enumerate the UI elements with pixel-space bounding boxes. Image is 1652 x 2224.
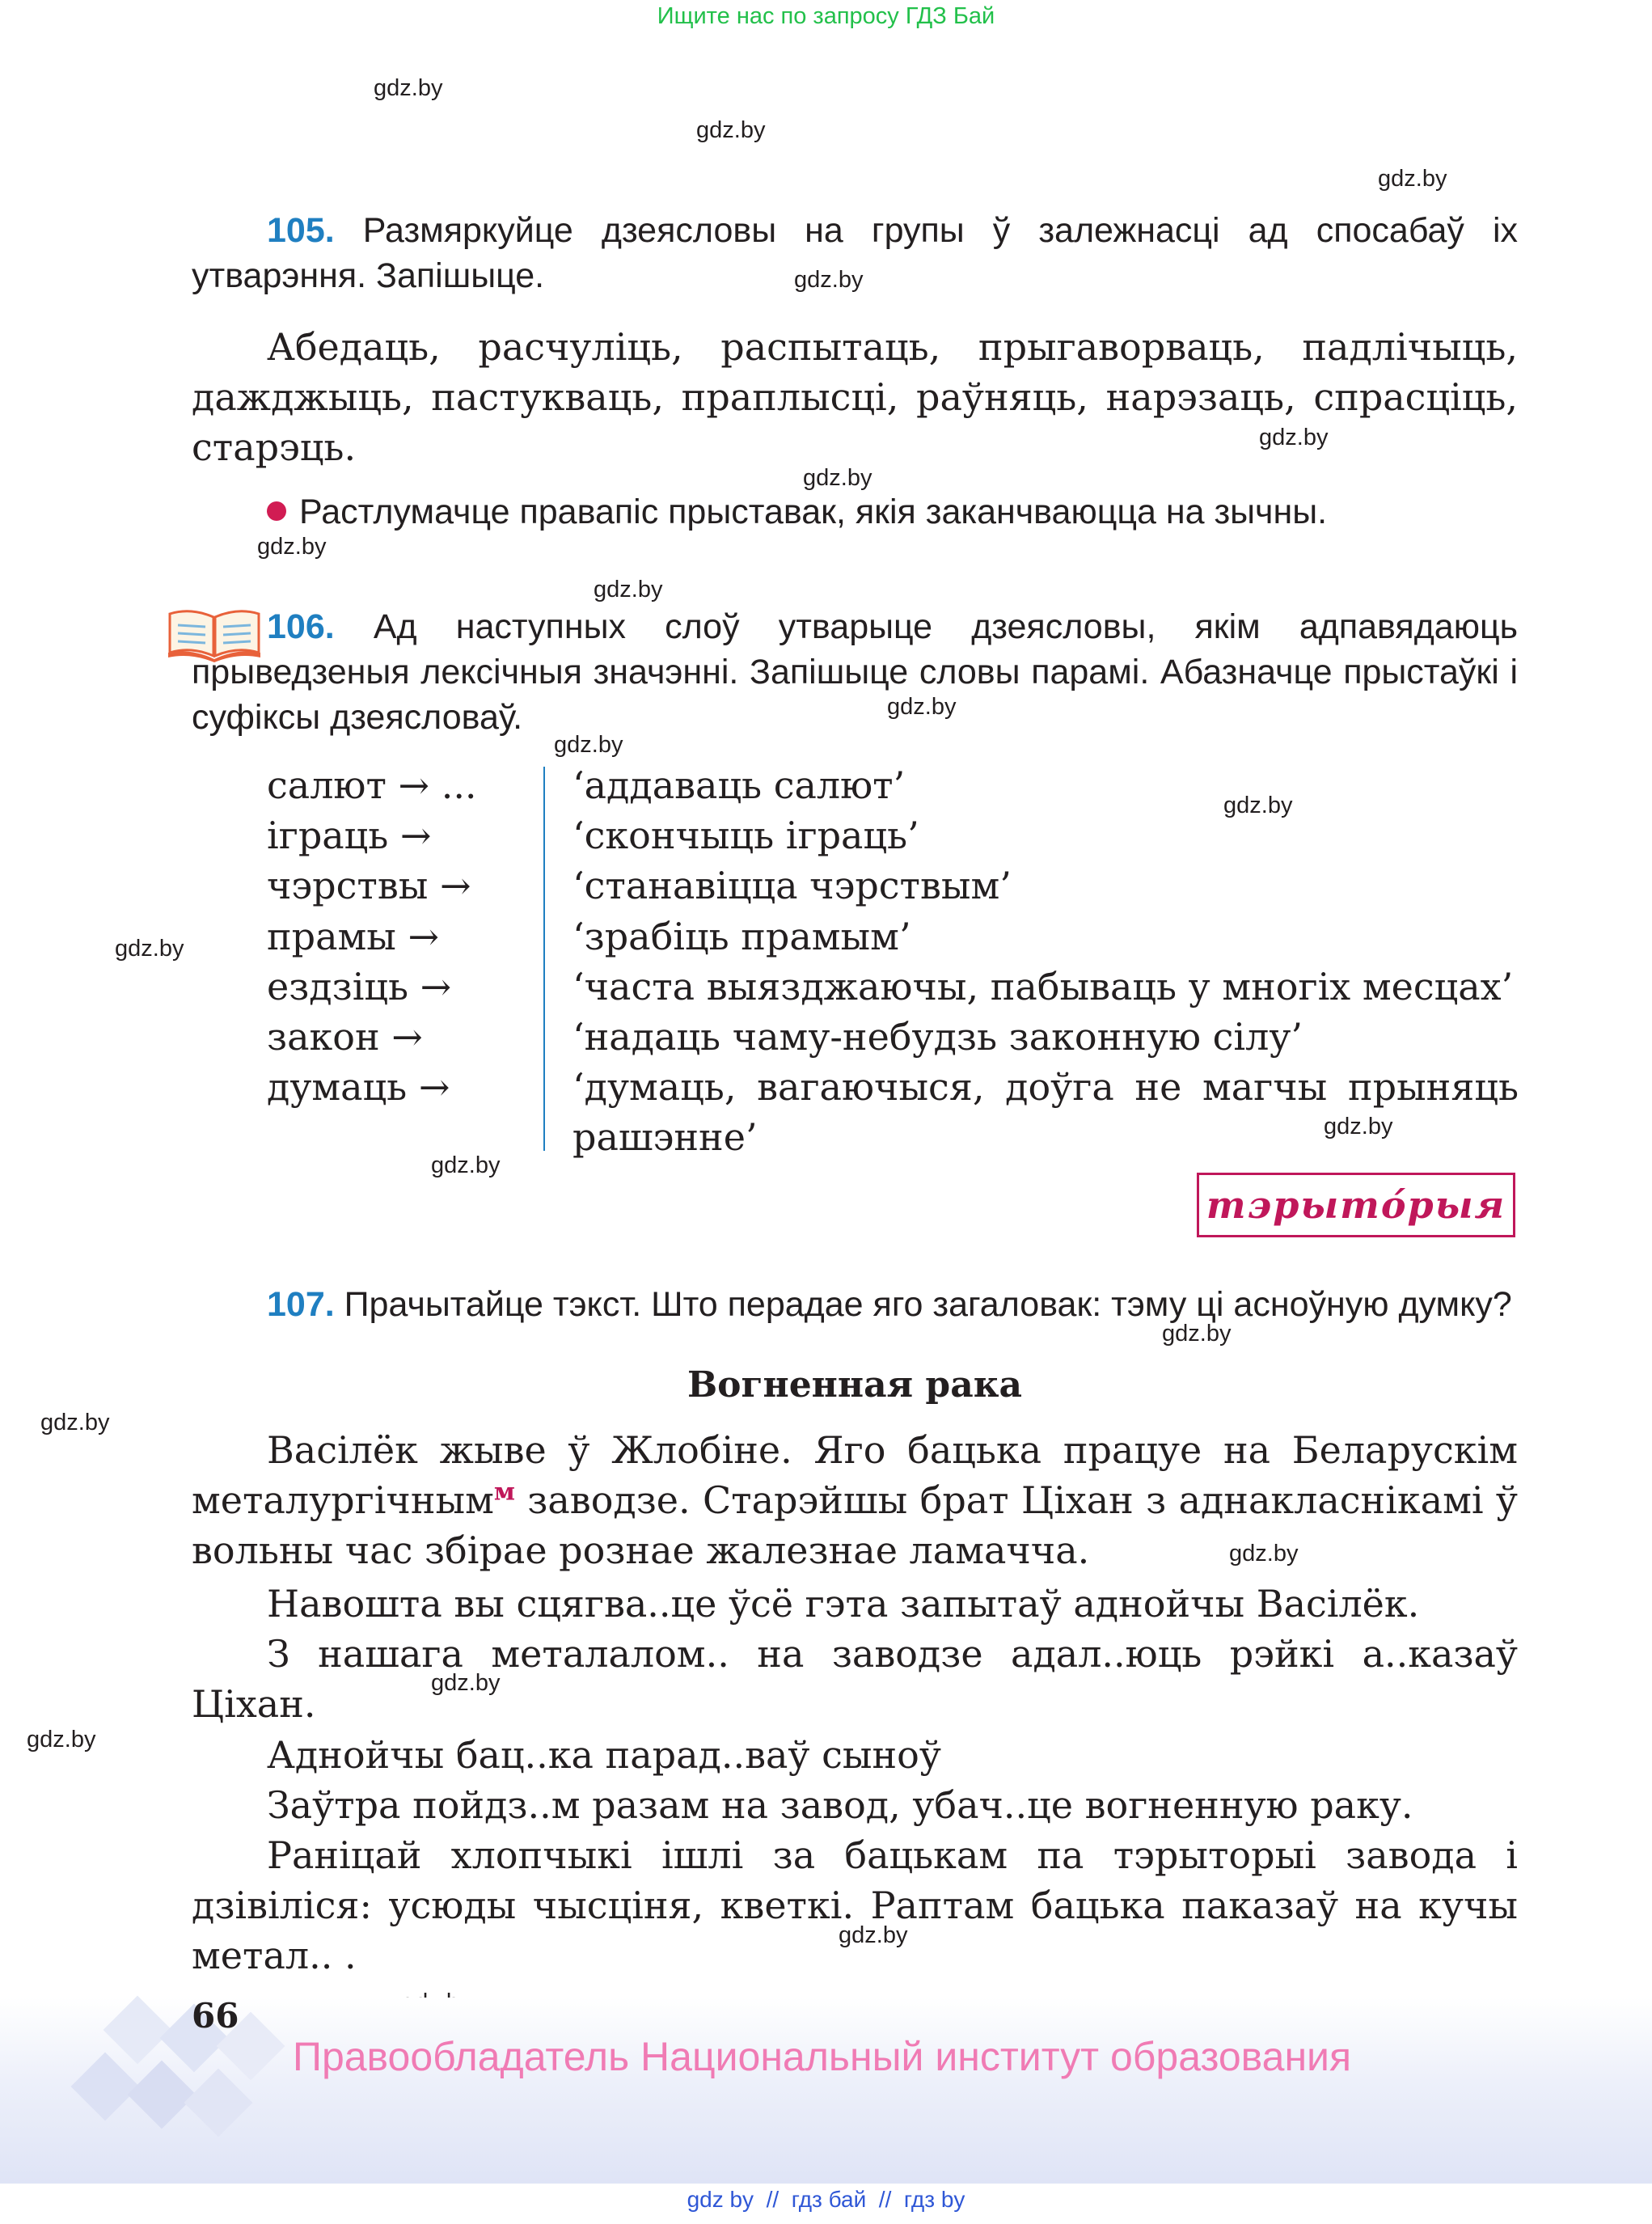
watermark: gdz.by bbox=[554, 732, 623, 758]
exercise-105-words: Абедаць, расчуліць, распытаць, прыгаворваць, падлічыць, дажджыць, пастукваць, праплысці, раўняць, нарэзаць, спрасціць, старэць. bbox=[192, 325, 1518, 469]
watermark: gdz.by bbox=[794, 267, 864, 293]
vocabulary-word: тэрыто́рыя bbox=[1206, 1183, 1506, 1227]
watermark: gdz.by bbox=[431, 1152, 501, 1178]
pairs-divider bbox=[543, 767, 545, 1151]
watermark: gdz.by bbox=[431, 1670, 501, 1696]
watermark: gdz.by bbox=[27, 1727, 96, 1753]
text-paragraph-4: Аднойчы бац..ка парад..ваў сыноў bbox=[267, 1733, 941, 1777]
watermark: gdz.by bbox=[374, 75, 443, 101]
watermark: gdz.by bbox=[839, 1922, 908, 1948]
exercise-106-text: Ад наступных слоў утварыце дзеясловы, якім адпавядаюць прыведзеныя лексічныя значэнні. Запішыце словы парамі. Абазначце прыстаўкі і суфіксы дзеясловаў. bbox=[192, 607, 1518, 737]
watermark: gdz.by bbox=[1223, 793, 1293, 818]
superscript-marker: м bbox=[493, 1478, 515, 1507]
watermark: gdz.by bbox=[1229, 1541, 1299, 1567]
watermark: gdz.by bbox=[40, 1410, 110, 1435]
exercise-105-note-text: Растлумачце правапіс прыставак, якія заканчваюцца на зычны. bbox=[299, 493, 1328, 531]
pair-right: ‘станавіцца чэрствым’ bbox=[572, 864, 1012, 907]
copyright-notice: Правообладатель Национальный институт образования bbox=[293, 2034, 1352, 2079]
pair-right: ‘часта выязджаючы, пабываць у многіх месцах’ bbox=[572, 965, 1514, 1008]
watermark: gdz.by bbox=[257, 534, 327, 560]
watermark: gdz.by bbox=[115, 936, 184, 962]
exercise-105-number: 105. bbox=[267, 211, 335, 250]
text-paragraph-1-part-a: Васілёк жыве ў Жлобіне. Яго бацька працуе на Беларускім металургічным bbox=[192, 1428, 1518, 1522]
pair-right: ‘зрабіць прамым’ bbox=[572, 915, 911, 958]
watermark: gdz.by bbox=[594, 577, 663, 603]
exercise-105-note bbox=[267, 489, 1520, 535]
watermark: gdz.by bbox=[696, 117, 766, 143]
watermark: gdz.by bbox=[887, 694, 957, 720]
watermark: gdz.by bbox=[803, 465, 872, 491]
exercise-107-text: Прачытайце тэкст. Што перадае яго загаловак: тэму ці асноўную думку? bbox=[334, 1285, 1512, 1324]
page-number: 66 bbox=[192, 1996, 239, 2036]
exercise-106-number: 106. bbox=[267, 607, 335, 646]
pair-left: іграць → bbox=[267, 814, 432, 857]
text-paragraph-3: З нашага металалом.. на заводзе адал..юць рэйкі а..казаў Ціхан. bbox=[192, 1632, 1518, 1726]
pair-right: ‘надаць чаму-небудзь законную сілу’ bbox=[572, 1015, 1303, 1059]
watermark: gdz.by bbox=[1259, 425, 1329, 450]
exercise-105-text: Размяркуйце дзеясловы на групы ў залежнасці ад спосабаў іх утварэння. Запішыце. bbox=[192, 211, 1518, 295]
pair-left: ездзіць → bbox=[267, 965, 452, 1008]
text-paragraph-1-part-b: заводзе. Старэйшы брат Ціхан з аднакласнікамі ў вольны час збірае рознае жалезнае ламачча. bbox=[192, 1478, 1518, 1572]
text-paragraph-5: Заўтра пойдз..м разам на завод, убач..це вогненную раку. bbox=[267, 1783, 1413, 1827]
exercise-107-number: 107. bbox=[267, 1285, 335, 1324]
text-paragraph-2: Навошта вы сцягва..це ўсё гэта запытаў аднойчы Васілёк. bbox=[267, 1582, 1420, 1626]
exercise-105-task bbox=[192, 208, 1518, 298]
pair-left: салют → ... bbox=[267, 763, 477, 807]
vocabulary-word-box bbox=[1197, 1173, 1515, 1237]
pair-right: ‘думаць, вагаючыся, доўга не магчы прыняць рашэнне’ bbox=[572, 1065, 1519, 1159]
pair-right: ‘скончыць іграць’ bbox=[572, 814, 919, 857]
exercise-106-task bbox=[192, 604, 1518, 740]
watermark: gdz.by bbox=[1378, 166, 1447, 192]
pair-left: прамы → bbox=[267, 915, 440, 958]
text-paragraph-6: Раніцай хлопчыкі ішлі за бацькам па тэрыторыі завода і дзівіліся: усюды чысціня, кветкі. Раптам бацька паказаў на кучы метал.. . bbox=[192, 1833, 1518, 1977]
exercise-107-task bbox=[192, 1282, 1518, 1327]
bottom-links[interactable]: gdz by // гдз бай // гдз by bbox=[687, 2187, 965, 2212]
pair-left: думаць → bbox=[267, 1065, 450, 1109]
bullet-icon bbox=[267, 501, 286, 521]
watermark: gdz.by bbox=[1324, 1114, 1393, 1139]
top-banner[interactable]: Ищите нас по запросу ГДЗ Бай bbox=[657, 3, 995, 29]
text-paragraph-1 bbox=[192, 1425, 1518, 1575]
pair-left: чэрствы → bbox=[267, 864, 471, 907]
pair-left: закон → bbox=[267, 1015, 423, 1059]
watermark: gdz.by bbox=[1162, 1321, 1232, 1347]
text-title: Вогненная рака bbox=[687, 1364, 1022, 1406]
pair-right: ‘аддаваць салют’ bbox=[572, 763, 906, 807]
